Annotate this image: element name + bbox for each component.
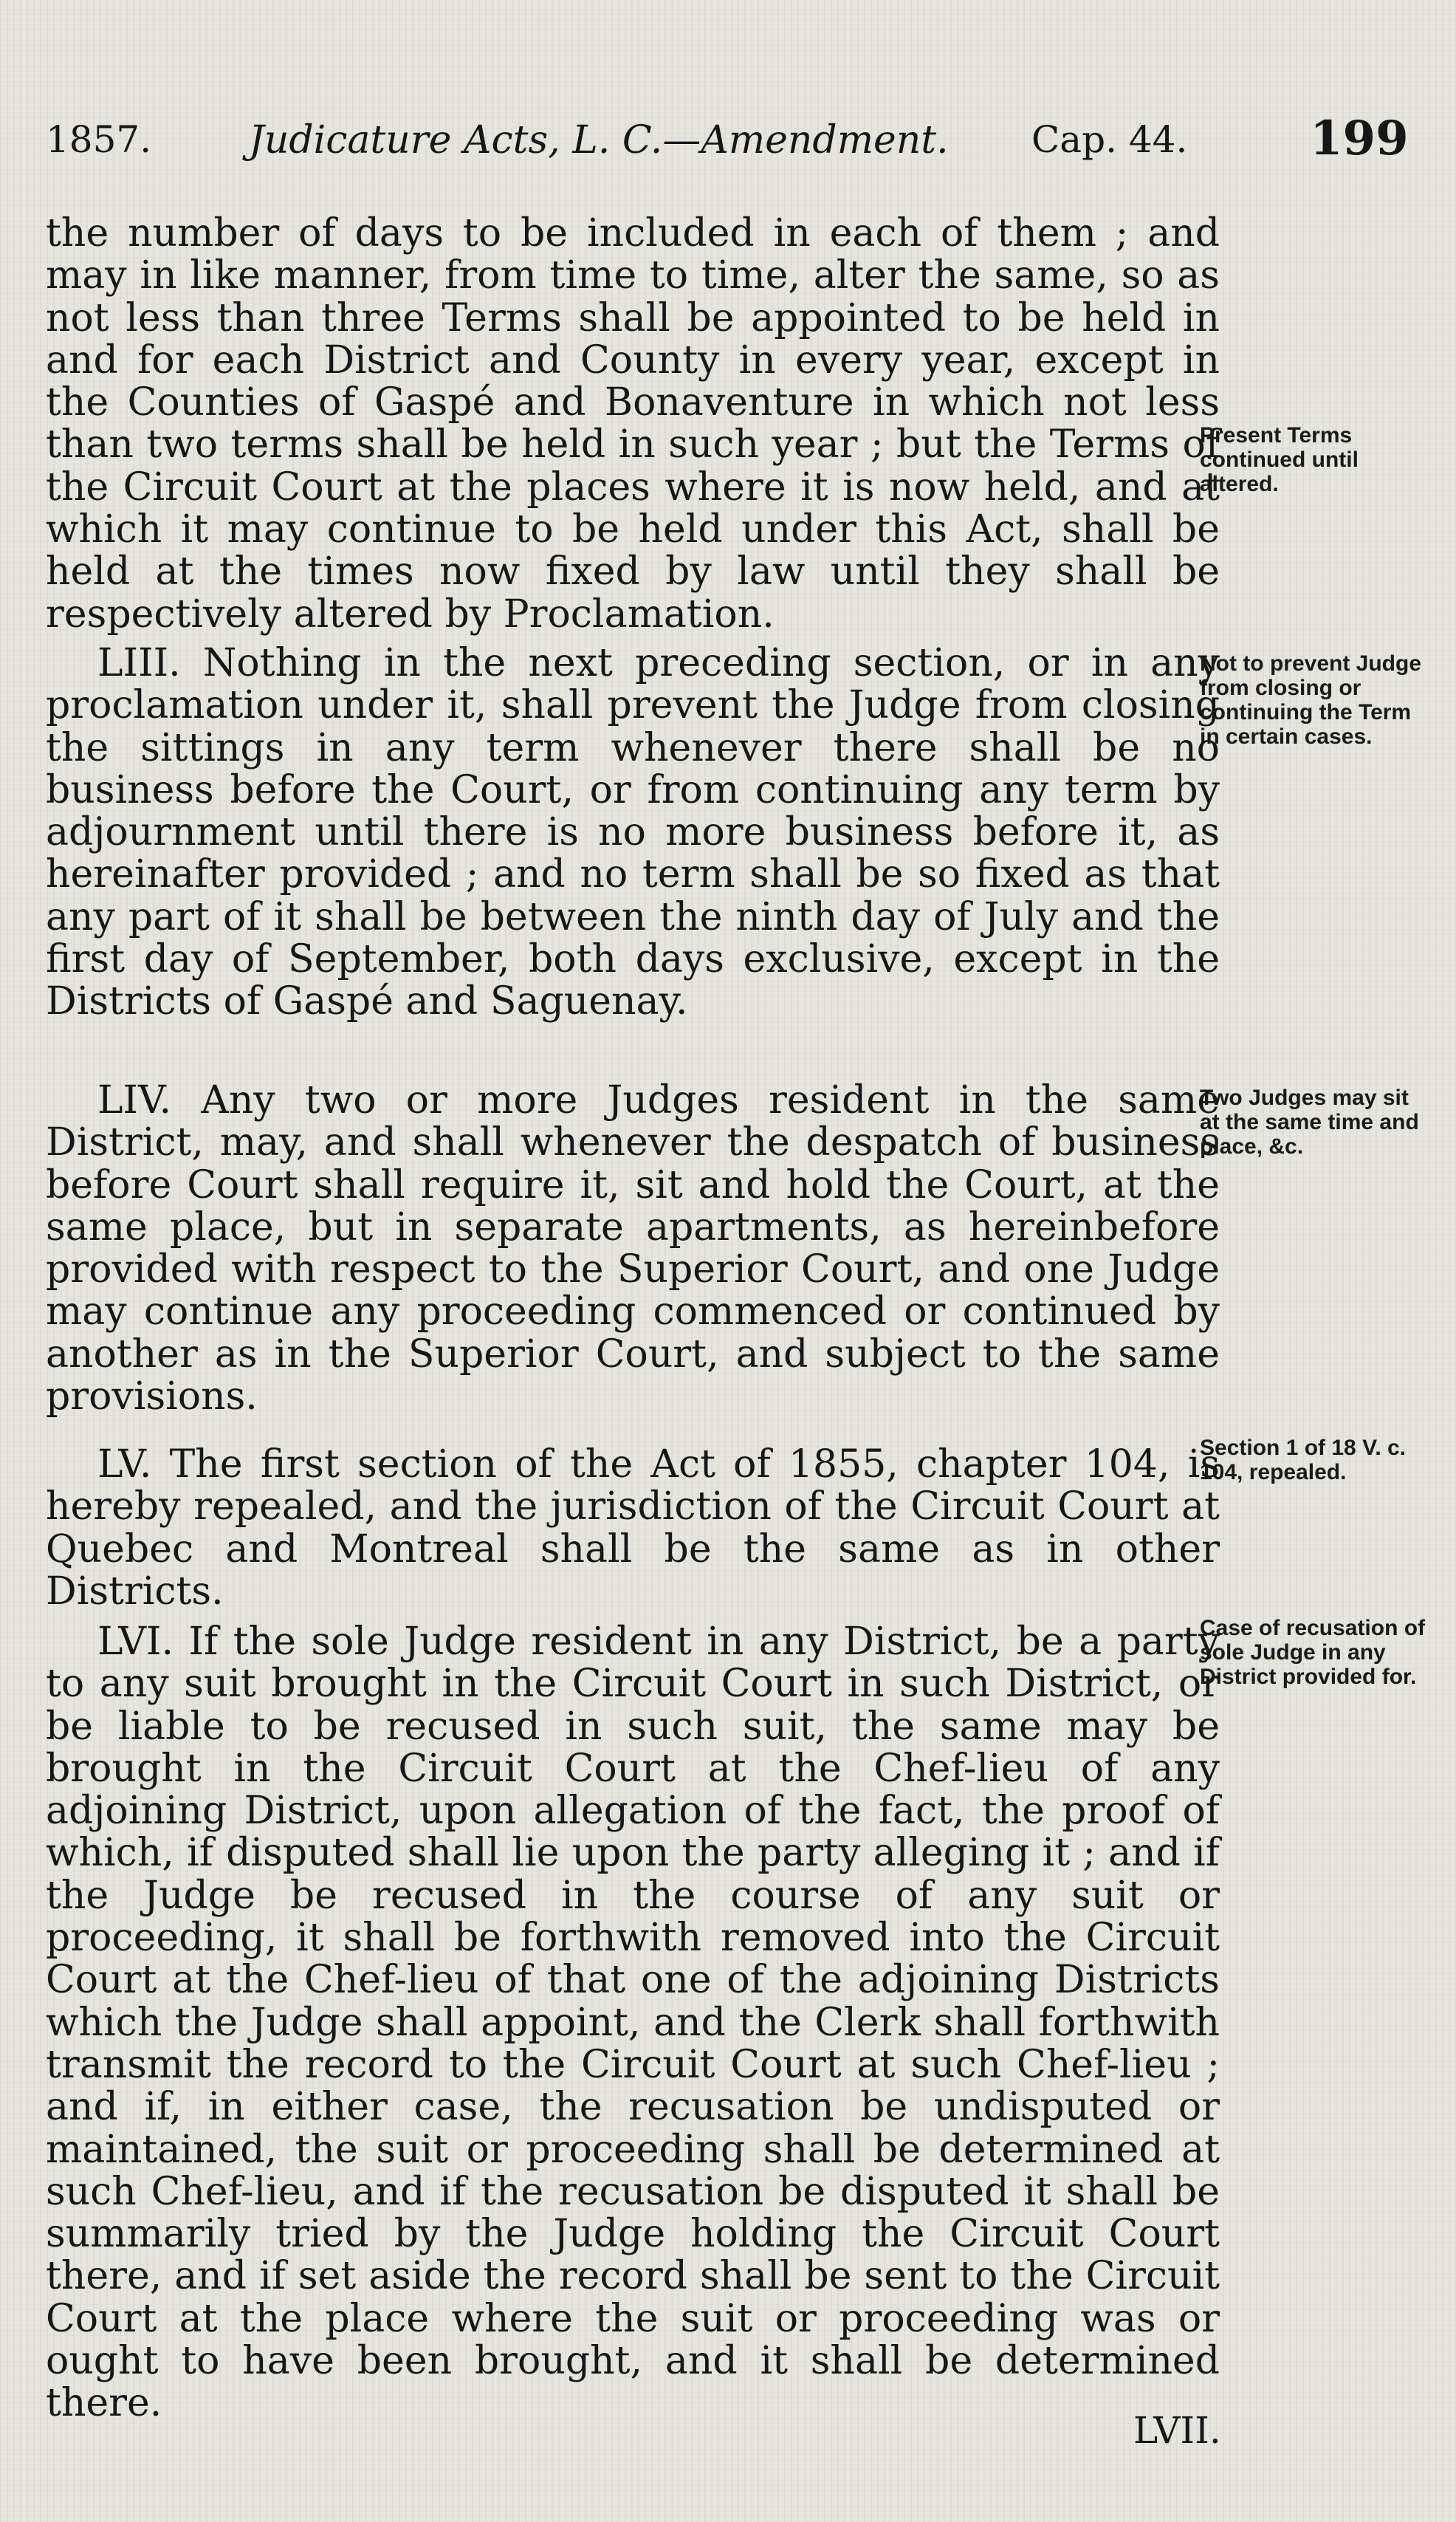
page-number: 199 (1310, 111, 1409, 166)
margin-note-two-judges: Two Judges may sit at the same time and place, &c. (1200, 1086, 1419, 1159)
running-header (46, 111, 1409, 177)
margin-note-section-repealed: Section 1 of 18 V. c. 104, repealed. (1200, 1436, 1407, 1484)
section-lv (46, 1444, 1220, 1613)
margin-note-not-to-prevent: Not to prevent Judge from closing or continuing the Term in certain cases. (1200, 651, 1422, 749)
section-number: LVI. (97, 1620, 174, 1664)
catchword: LVII. (1133, 2409, 1221, 2452)
paragraph-text: the number of days to be included in each of them ; and may in like manner, from time to time, alter the same, so as not less than three Terms shall be appointed to be held in and for each District and County in every year, except in the Counties of Gaspé and Bonaventure in which not less than two terms shall be held in such year ; but the Terms of the Circuit Court at the places where it is now held, and at which it may continue to be held under this Act, shall be held at the times now fixed by law until they shall be respectively altered by Proclamation. (46, 211, 1220, 637)
section-text: The first section of the Act of 1855, chapter 104, is hereby repealed, and the jurisdiction of the Circuit Court at Quebec and Montreal shall be the same as in other Districts. (46, 1442, 1220, 1614)
margin-note-present-terms: Present Terms continued until altered. (1200, 423, 1359, 496)
paragraph-continuation (46, 213, 1220, 636)
header-title: Judicature Acts, L. C.—Amendment. (249, 118, 949, 162)
header-chapter: Cap. 44. (1031, 118, 1188, 161)
section-number: LIV. (97, 1078, 172, 1123)
section-liii (46, 643, 1220, 1024)
section-liv (46, 1080, 1220, 1418)
section-text: Any two or more Judges resident in the same District, may, and shall whenever the despatch of business before Court shall require it, sit and hold the Court, at the same place, but in separate apartments, as hereinbefore provided with respect to the Superior Court, and one Judge may continue any proceeding commenced or continued by another as in the Superior Court, and subject to the same provisions. (46, 1078, 1220, 1419)
section-number: LV. (97, 1442, 152, 1487)
section-number: LIII. (97, 641, 181, 685)
header-year: 1857. (46, 118, 152, 161)
section-text: If the sole Judge resident in any District, be a party to any suit brought in the Circuit Court in such District, or be liable to be recused in such suit, the same may be brought in the Circuit Court at the Chef-lieu of any adjoining District, upon allegation of the fact, the proof of which, if disputed shall lie upon the party alleging it ; and if the Judge be recused in the course of any suit or proceeding, it shall be forthwith removed into the Circuit Court at the Chef-lieu of that one of the adjoining Districts which the Judge shall appoint, and the Clerk shall forthwith transmit the record to the Circuit Court at such Chef-lieu ; and if, in either case, the recusation be undisputed or maintained, the suit or proceeding shall be determined at such Chef-lieu, and if the recusation be disputed it shall be summarily tried by the Judge holding the Circuit Court there, and if set aside the record shall be sent to the Circuit Court at the place where the suit or proceeding was or ought to have been brought, and it shall be determined there. (46, 1620, 1220, 2426)
margin-note-recusation: Case of recusation of sole Judge in any District provided for. (1200, 1616, 1426, 1689)
section-text: Nothing in the next preceding section, or in any proclamation under it, shall prevent the Judge from closing the sittings in any term whenever there shall be no business before the Court, or from continuing any term by adjournment until there is no more business before it, as hereinafter provided ; and no term shall be so fixed as that any part of it shall be between the ninth day of July and the first day of September, both days exclusive, except in the Districts of Gaspé and Saguenay. (46, 641, 1220, 1024)
section-lvi (46, 1621, 1220, 2425)
